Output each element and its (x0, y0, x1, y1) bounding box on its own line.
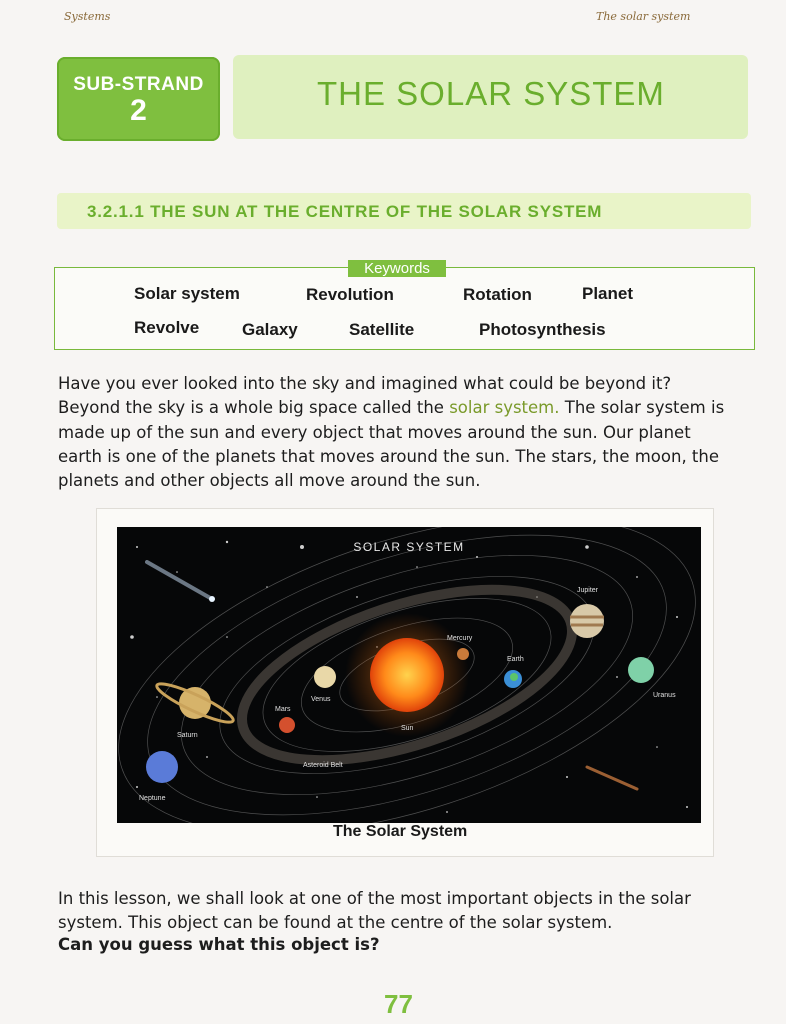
solar-system-illustration (117, 527, 701, 823)
keyword: Revolution (306, 285, 394, 304)
closing-question: Can you guess what this object is? (58, 935, 380, 954)
mars-planet (279, 717, 295, 733)
intro-line: Have you ever looked into the sky and imagined what could be beyond it? (58, 374, 672, 393)
mercury-planet (457, 648, 469, 660)
label-asteroid-belt: Asteroid Belt (303, 762, 343, 769)
jupiter-planet (570, 604, 604, 638)
label-earth: Earth (507, 656, 524, 663)
intro-line: made up of the sun and every object that moves around the sun. Our planet (58, 423, 691, 442)
label-mars: Mars (275, 706, 291, 713)
closing-line: system. This object can be found at the centre of the solar system. (58, 913, 613, 932)
uranus-planet (628, 657, 654, 683)
sub-strand-number: 2 (130, 94, 147, 127)
earth-land (510, 673, 518, 681)
label-uranus: Uranus (653, 692, 676, 699)
keyword: Satellite (349, 320, 415, 339)
keyword: Revolve (134, 318, 200, 337)
lesson-heading: 3.2.1.1 THE SUN AT THE CENTRE OF THE SOLAR SYSTEM (87, 202, 603, 221)
sun (370, 638, 444, 712)
label-saturn: Saturn (177, 732, 198, 739)
intro-line: earth is one of the planets that moves around the sun. The stars, the moon, the (58, 447, 720, 466)
intro-text: Beyond the sky is a whole big space called the (58, 398, 450, 417)
neptune-planet (146, 751, 178, 783)
keywords-tag: Keywords (348, 260, 446, 277)
lesson-heading-bar (57, 193, 751, 229)
intro-text: The solar system is (559, 398, 725, 417)
keyword: Photosynthesis (479, 320, 606, 339)
figure-caption: The Solar System (333, 823, 468, 840)
closing-line: In this lesson, we shall look at one of the most important objects in the solar (58, 889, 691, 908)
page-number: 77 (384, 989, 413, 1019)
title-banner (233, 55, 748, 139)
keyword: Solar system (134, 284, 240, 303)
keyword: Galaxy (242, 320, 298, 339)
keyword: Planet (582, 284, 634, 303)
intro-line (58, 397, 724, 419)
label-mercury: Mercury (447, 635, 473, 642)
highlight-term: solar system. (449, 398, 560, 417)
figure-banner: SOLAR SYSTEM (353, 540, 465, 554)
running-header-right: The solar system (596, 10, 691, 23)
running-header-left: Systems (64, 10, 111, 23)
label-neptune: Neptune (139, 795, 166, 802)
sub-strand-label: SUB-STRAND (73, 74, 204, 95)
venus-planet (314, 666, 336, 688)
page-title: THE SOLAR SYSTEM (317, 75, 665, 112)
label-venus: Venus (311, 696, 331, 703)
sub-strand-badge (57, 57, 220, 141)
intro-line: planets and other objects all move around the sun. (58, 471, 481, 490)
label-jupiter: Jupiter (577, 587, 599, 594)
keyword: Rotation (463, 285, 532, 304)
label-sun: Sun (401, 725, 414, 732)
solar-system-svg (117, 527, 701, 823)
